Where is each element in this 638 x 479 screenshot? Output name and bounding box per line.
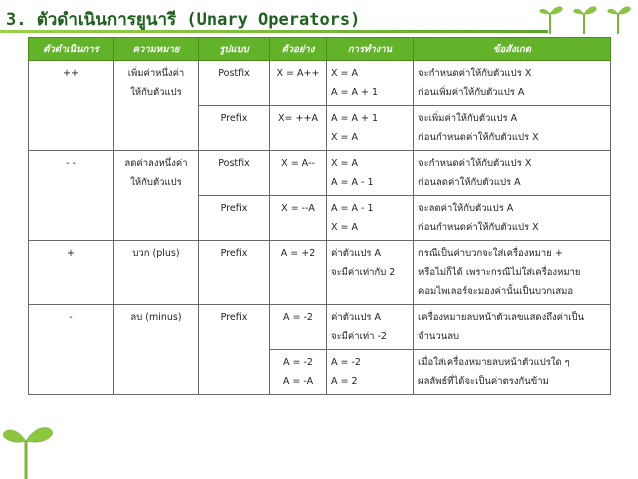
operation-line: ค่าตัวแปร A xyxy=(331,248,381,259)
note-cell xyxy=(414,241,611,305)
operator-cell: ++ xyxy=(29,61,114,151)
operation-cell xyxy=(327,350,414,395)
operation-line: A = A - 1 xyxy=(331,203,374,214)
note-cell xyxy=(414,151,611,196)
form-cell: Prefix xyxy=(199,106,270,151)
example-line: A = -A xyxy=(282,376,314,387)
operation-cell xyxy=(327,305,414,350)
example-cell xyxy=(270,61,327,106)
operation-line: X = A xyxy=(331,158,359,169)
operation-cell xyxy=(327,106,414,151)
form-cell: Prefix xyxy=(199,196,270,241)
sprout-decoration-icon xyxy=(538,0,638,36)
form-cell: Prefix xyxy=(199,241,270,305)
note-line: เมื่อใส่เครื่องหมายลบหน้าตัวแปรใด ๆ xyxy=(418,357,570,368)
note-line: หรือไม่ก็ได้ เพราะกรณีไม่ใส่เครื่องหมาย xyxy=(418,267,581,278)
example-cell xyxy=(270,106,327,151)
example-line: X = A++ xyxy=(276,68,320,79)
operator-cell: + xyxy=(29,241,114,305)
operation-line: A = 2 xyxy=(331,376,358,387)
note-line: ก่อนกำหนดค่าให้กับตัวแปร X xyxy=(418,222,539,233)
example-cell xyxy=(270,305,327,350)
note-line: จะกำหนดค่าให้กับตัวแปร X xyxy=(418,68,532,79)
note-line: เครื่องหมายลบหน้าตัวเลขแสดงถึงค่าเป็น xyxy=(418,312,585,323)
operation-line: A = A + 1 xyxy=(331,87,379,98)
operator-cell: - - xyxy=(29,151,114,241)
note-cell xyxy=(414,106,611,151)
note-cell xyxy=(414,196,611,241)
operation-line: ค่าตัวแปร A xyxy=(331,312,381,323)
header-note: ข้อสังเกต xyxy=(414,38,611,61)
header-form: รูปแบบ xyxy=(199,38,270,61)
unary-operators-table xyxy=(28,37,611,395)
example-line: A = -2 xyxy=(283,312,313,323)
note-line: จำนวนลบ xyxy=(418,331,460,342)
meaning-line: ลดค่าลงหนึ่งค่า xyxy=(124,158,188,169)
operation-line: X = A xyxy=(331,68,359,79)
example-cell xyxy=(270,350,327,395)
meaning-cell xyxy=(114,151,199,241)
operation-cell xyxy=(327,61,414,106)
header-meaning: ความหมาย xyxy=(114,38,199,61)
operation-line: A = A + 1 xyxy=(331,113,379,124)
meaning-cell xyxy=(114,241,199,305)
header-example: ตัวอย่าง xyxy=(270,38,327,61)
operator-cell: - xyxy=(29,305,114,395)
header-operator: ตัวดำเนินการ xyxy=(29,38,114,61)
meaning-line: ให้กับตัวแปร xyxy=(130,177,182,188)
form-cell: Prefix xyxy=(199,305,270,395)
note-line: ก่อนกำหนดค่าให้กับตัวแปร X xyxy=(418,132,539,143)
example-cell xyxy=(270,196,327,241)
meaning-line: ลบ (minus) xyxy=(130,312,182,323)
example-line: A = +2 xyxy=(280,248,316,259)
example-line: X = A-- xyxy=(281,158,315,169)
operation-cell xyxy=(327,196,414,241)
example-line: X= ++A xyxy=(278,113,318,124)
example-cell xyxy=(270,151,327,196)
note-line: ผลลัพธ์ที่ได้จะเป็นค่าตรงกันข้าม xyxy=(418,376,549,387)
table-header-row xyxy=(29,38,611,61)
table-row xyxy=(29,61,611,106)
form-cell: Postfix xyxy=(199,151,270,196)
page-title: 3. ตัวดำเนินการยูนารี (Unary Operators) xyxy=(6,10,361,30)
note-cell xyxy=(414,350,611,395)
operation-line: A = A - 1 xyxy=(331,177,374,188)
note-cell xyxy=(414,305,611,350)
operation-cell xyxy=(327,241,414,305)
table-row xyxy=(29,151,611,196)
note-cell xyxy=(414,61,611,106)
note-line: จะเพิ่มค่าให้กับตัวแปร A xyxy=(418,113,518,124)
note-line: ก่อนเพิ่มค่าให้กับตัวแปร A xyxy=(418,87,525,98)
form-cell: Postfix xyxy=(199,61,270,106)
note-line: ก่อนลดค่าให้กับตัวแปร A xyxy=(418,177,521,188)
operation-line: X = A xyxy=(331,132,359,143)
operation-line: A = -2 xyxy=(331,357,361,368)
note-line: จะกำหนดค่าให้กับตัวแปร X xyxy=(418,158,532,169)
table-row xyxy=(29,305,611,350)
sprout-bottom-icon xyxy=(0,409,60,479)
note-line: จะลดค่าให้กับตัวแปร A xyxy=(418,203,514,214)
example-line: A = -2 xyxy=(283,357,313,368)
meaning-line: บวก (plus) xyxy=(132,248,180,259)
meaning-cell xyxy=(114,305,199,395)
operation-line: X = A xyxy=(331,222,359,233)
meaning-line: เพิ่มค่าหนึ่งค่า xyxy=(127,68,185,79)
title-underline xyxy=(0,30,548,33)
note-line: คอมไพเลอร์จะมองค่านั้นเป็นบวกเสมอ xyxy=(418,286,574,297)
operation-cell xyxy=(327,151,414,196)
header-operation: การทำงาน xyxy=(327,38,414,61)
operation-line: จะมีค่าเท่า -2 xyxy=(331,331,387,342)
table-row xyxy=(29,241,611,305)
operation-line: จะมีค่าเท่ากับ 2 xyxy=(331,267,396,278)
meaning-line: ให้กับตัวแปร xyxy=(130,87,182,98)
example-cell xyxy=(270,241,327,305)
meaning-cell xyxy=(114,61,199,151)
example-line: X = --A xyxy=(281,203,315,214)
note-line: กรณีเป็นค่าบวกจะใส่เครื่องหมาย + xyxy=(418,248,563,259)
